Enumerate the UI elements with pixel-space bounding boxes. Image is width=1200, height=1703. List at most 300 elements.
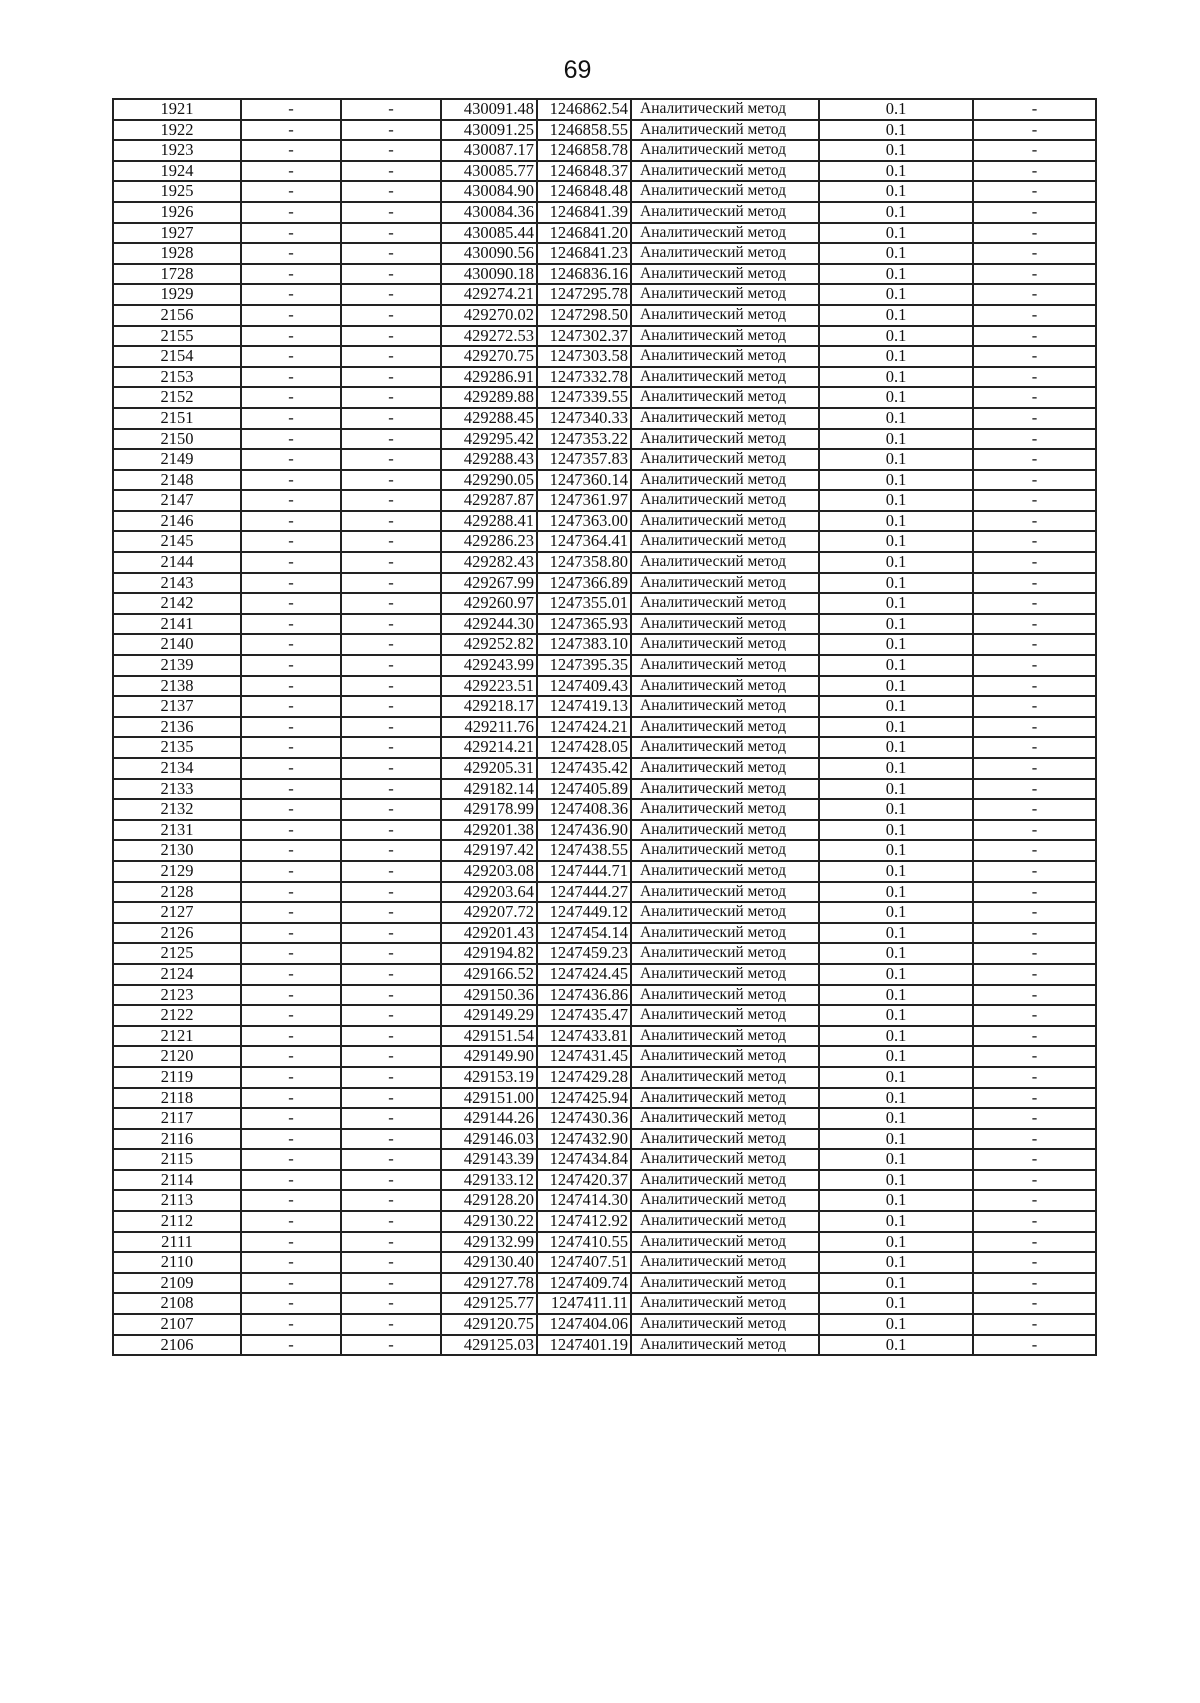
dash-cell: - xyxy=(241,1170,341,1191)
dash-cell: - xyxy=(241,1190,341,1211)
method-cell: Аналитический метод xyxy=(631,634,819,655)
point-number-cell: 2115 xyxy=(113,1149,241,1170)
dash-cell: - xyxy=(241,531,341,552)
x-coordinate-cell: 429130.40 xyxy=(441,1252,537,1273)
x-coordinate-cell: 429125.03 xyxy=(441,1335,537,1356)
dash-cell: - xyxy=(973,964,1096,985)
x-coordinate-cell: 429218.17 xyxy=(441,696,537,717)
precision-cell: 0.1 xyxy=(819,387,973,408)
dash-cell: - xyxy=(973,593,1096,614)
method-cell: Аналитический метод xyxy=(631,326,819,347)
x-coordinate-cell: 429125.77 xyxy=(441,1293,537,1314)
method-cell: Аналитический метод xyxy=(631,284,819,305)
point-number-cell: 2148 xyxy=(113,470,241,491)
dash-cell: - xyxy=(973,1190,1096,1211)
x-coordinate-cell: 429267.99 xyxy=(441,573,537,594)
method-cell: Аналитический метод xyxy=(631,470,819,491)
dash-cell: - xyxy=(241,326,341,347)
table-row xyxy=(113,882,1096,903)
method-cell: Аналитический метод xyxy=(631,120,819,141)
table-row xyxy=(113,552,1096,573)
table-row xyxy=(113,490,1096,511)
precision-cell: 0.1 xyxy=(819,1170,973,1191)
dash-cell: - xyxy=(241,1129,341,1150)
dash-cell: - xyxy=(973,902,1096,923)
table-row xyxy=(113,449,1096,470)
dash-cell: - xyxy=(341,799,441,820)
y-coordinate-cell: 1247395.35 xyxy=(537,655,631,676)
dash-cell: - xyxy=(241,140,341,161)
dash-cell: - xyxy=(341,1108,441,1129)
table-row xyxy=(113,243,1096,264)
table-row xyxy=(113,943,1096,964)
dash-cell: - xyxy=(241,120,341,141)
point-number-cell: 2152 xyxy=(113,387,241,408)
y-coordinate-cell: 1247444.71 xyxy=(537,861,631,882)
precision-cell: 0.1 xyxy=(819,614,973,635)
y-coordinate-cell: 1247419.13 xyxy=(537,696,631,717)
precision-cell: 0.1 xyxy=(819,490,973,511)
method-cell: Аналитический метод xyxy=(631,408,819,429)
point-number-cell: 2149 xyxy=(113,449,241,470)
dash-cell: - xyxy=(241,882,341,903)
dash-cell: - xyxy=(241,758,341,779)
coordinates-table xyxy=(112,98,1097,1356)
dash-cell: - xyxy=(973,1088,1096,1109)
x-coordinate-cell: 430091.48 xyxy=(441,99,537,120)
method-cell: Аналитический метод xyxy=(631,1005,819,1026)
x-coordinate-cell: 429197.42 xyxy=(441,840,537,861)
x-coordinate-cell: 429132.99 xyxy=(441,1232,537,1253)
point-number-cell: 2142 xyxy=(113,593,241,614)
method-cell: Аналитический метод xyxy=(631,573,819,594)
x-coordinate-cell: 429203.08 xyxy=(441,861,537,882)
method-cell: Аналитический метод xyxy=(631,511,819,532)
dash-cell: - xyxy=(241,305,341,326)
point-number-cell: 2146 xyxy=(113,511,241,532)
precision-cell: 0.1 xyxy=(819,882,973,903)
dash-cell: - xyxy=(341,284,441,305)
dash-cell: - xyxy=(241,1232,341,1253)
x-coordinate-cell: 429144.26 xyxy=(441,1108,537,1129)
dash-cell: - xyxy=(341,1335,441,1356)
dash-cell: - xyxy=(341,181,441,202)
dash-cell: - xyxy=(973,820,1096,841)
method-cell: Аналитический метод xyxy=(631,1314,819,1335)
precision-cell: 0.1 xyxy=(819,1273,973,1294)
point-number-cell: 2131 xyxy=(113,820,241,841)
precision-cell: 0.1 xyxy=(819,449,973,470)
dash-cell: - xyxy=(241,408,341,429)
precision-cell: 0.1 xyxy=(819,1129,973,1150)
precision-cell: 0.1 xyxy=(819,367,973,388)
precision-cell: 0.1 xyxy=(819,181,973,202)
x-coordinate-cell: 429203.64 xyxy=(441,882,537,903)
precision-cell: 0.1 xyxy=(819,1046,973,1067)
y-coordinate-cell: 1246858.55 xyxy=(537,120,631,141)
table-row xyxy=(113,1026,1096,1047)
precision-cell: 0.1 xyxy=(819,99,973,120)
table-row xyxy=(113,1129,1096,1150)
dash-cell: - xyxy=(341,1088,441,1109)
y-coordinate-cell: 1247401.19 xyxy=(537,1335,631,1356)
table-row xyxy=(113,326,1096,347)
method-cell: Аналитический метод xyxy=(631,1232,819,1253)
x-coordinate-cell: 429149.29 xyxy=(441,1005,537,1026)
method-cell: Аналитический метод xyxy=(631,140,819,161)
precision-cell: 0.1 xyxy=(819,1293,973,1314)
point-number-cell: 2129 xyxy=(113,861,241,882)
point-number-cell: 2117 xyxy=(113,1108,241,1129)
table-row xyxy=(113,223,1096,244)
precision-cell: 0.1 xyxy=(819,408,973,429)
method-cell: Аналитический метод xyxy=(631,99,819,120)
y-coordinate-cell: 1247411.11 xyxy=(537,1293,631,1314)
precision-cell: 0.1 xyxy=(819,161,973,182)
method-cell: Аналитический метод xyxy=(631,346,819,367)
table-row xyxy=(113,655,1096,676)
dash-cell: - xyxy=(973,429,1096,450)
dash-cell: - xyxy=(973,737,1096,758)
dash-cell: - xyxy=(341,429,441,450)
dash-cell: - xyxy=(241,943,341,964)
x-coordinate-cell: 429130.22 xyxy=(441,1211,537,1232)
y-coordinate-cell: 1246848.37 xyxy=(537,161,631,182)
x-coordinate-cell: 429151.54 xyxy=(441,1026,537,1047)
point-number-cell: 2121 xyxy=(113,1026,241,1047)
table-row xyxy=(113,1273,1096,1294)
dash-cell: - xyxy=(973,758,1096,779)
method-cell: Аналитический метод xyxy=(631,1026,819,1047)
y-coordinate-cell: 1246836.16 xyxy=(537,264,631,285)
method-cell: Аналитический метод xyxy=(631,1211,819,1232)
dash-cell: - xyxy=(341,985,441,1006)
precision-cell: 0.1 xyxy=(819,470,973,491)
dash-cell: - xyxy=(241,1314,341,1335)
dash-cell: - xyxy=(341,1190,441,1211)
y-coordinate-cell: 1247332.78 xyxy=(537,367,631,388)
dash-cell: - xyxy=(241,490,341,511)
point-number-cell: 1925 xyxy=(113,181,241,202)
method-cell: Аналитический метод xyxy=(631,1190,819,1211)
x-coordinate-cell: 429143.39 xyxy=(441,1149,537,1170)
dash-cell: - xyxy=(241,840,341,861)
dash-cell: - xyxy=(341,820,441,841)
dash-cell: - xyxy=(241,923,341,944)
point-number-cell: 2108 xyxy=(113,1293,241,1314)
dash-cell: - xyxy=(341,120,441,141)
method-cell: Аналитический метод xyxy=(631,1273,819,1294)
precision-cell: 0.1 xyxy=(819,1335,973,1356)
dash-cell: - xyxy=(241,1046,341,1067)
method-cell: Аналитический метод xyxy=(631,552,819,573)
point-number-cell: 2143 xyxy=(113,573,241,594)
table-row xyxy=(113,1170,1096,1191)
dash-cell: - xyxy=(241,1005,341,1026)
table-row xyxy=(113,614,1096,635)
method-cell: Аналитический метод xyxy=(631,387,819,408)
point-number-cell: 2119 xyxy=(113,1067,241,1088)
dash-cell: - xyxy=(973,634,1096,655)
dash-cell: - xyxy=(241,161,341,182)
point-number-cell: 1929 xyxy=(113,284,241,305)
dash-cell: - xyxy=(341,1129,441,1150)
precision-cell: 0.1 xyxy=(819,1314,973,1335)
table-row xyxy=(113,902,1096,923)
table-row xyxy=(113,593,1096,614)
method-cell: Аналитический метод xyxy=(631,161,819,182)
table-row xyxy=(113,799,1096,820)
method-cell: Аналитический метод xyxy=(631,1252,819,1273)
method-cell: Аналитический метод xyxy=(631,1108,819,1129)
precision-cell: 0.1 xyxy=(819,943,973,964)
dash-cell: - xyxy=(341,387,441,408)
dash-cell: - xyxy=(241,573,341,594)
table-row xyxy=(113,1108,1096,1129)
method-cell: Аналитический метод xyxy=(631,305,819,326)
dash-cell: - xyxy=(341,552,441,573)
table-row xyxy=(113,820,1096,841)
y-coordinate-cell: 1247436.90 xyxy=(537,820,631,841)
y-coordinate-cell: 1247412.92 xyxy=(537,1211,631,1232)
x-coordinate-cell: 429151.00 xyxy=(441,1088,537,1109)
dash-cell: - xyxy=(973,573,1096,594)
dash-cell: - xyxy=(341,202,441,223)
dash-cell: - xyxy=(341,1293,441,1314)
precision-cell: 0.1 xyxy=(819,264,973,285)
y-coordinate-cell: 1247383.10 xyxy=(537,634,631,655)
dash-cell: - xyxy=(241,902,341,923)
table-row xyxy=(113,1005,1096,1026)
x-coordinate-cell: 429150.36 xyxy=(441,985,537,1006)
dash-cell: - xyxy=(973,161,1096,182)
dash-cell: - xyxy=(341,573,441,594)
y-coordinate-cell: 1247414.30 xyxy=(537,1190,631,1211)
point-number-cell: 1926 xyxy=(113,202,241,223)
dash-cell: - xyxy=(241,737,341,758)
method-cell: Аналитический метод xyxy=(631,861,819,882)
method-cell: Аналитический метод xyxy=(631,181,819,202)
dash-cell: - xyxy=(241,181,341,202)
dash-cell: - xyxy=(973,1273,1096,1294)
method-cell: Аналитический метод xyxy=(631,696,819,717)
dash-cell: - xyxy=(241,1026,341,1047)
method-cell: Аналитический метод xyxy=(631,820,819,841)
point-number-cell: 2112 xyxy=(113,1211,241,1232)
dash-cell: - xyxy=(973,552,1096,573)
dash-cell: - xyxy=(341,943,441,964)
x-coordinate-cell: 429201.38 xyxy=(441,820,537,841)
table-row xyxy=(113,531,1096,552)
y-coordinate-cell: 1246862.54 xyxy=(537,99,631,120)
point-number-cell: 1928 xyxy=(113,243,241,264)
dash-cell: - xyxy=(341,305,441,326)
method-cell: Аналитический метод xyxy=(631,1046,819,1067)
point-number-cell: 1927 xyxy=(113,223,241,244)
x-coordinate-cell: 429243.99 xyxy=(441,655,537,676)
precision-cell: 0.1 xyxy=(819,655,973,676)
point-number-cell: 2127 xyxy=(113,902,241,923)
method-cell: Аналитический метод xyxy=(631,737,819,758)
method-cell: Аналитический метод xyxy=(631,429,819,450)
precision-cell: 0.1 xyxy=(819,1067,973,1088)
y-coordinate-cell: 1247425.94 xyxy=(537,1088,631,1109)
precision-cell: 0.1 xyxy=(819,799,973,820)
precision-cell: 0.1 xyxy=(819,223,973,244)
dash-cell: - xyxy=(241,1149,341,1170)
method-cell: Аналитический метод xyxy=(631,1335,819,1356)
dash-cell: - xyxy=(973,1211,1096,1232)
y-coordinate-cell: 1247365.93 xyxy=(537,614,631,635)
y-coordinate-cell: 1246848.48 xyxy=(537,181,631,202)
dash-cell: - xyxy=(341,717,441,738)
precision-cell: 0.1 xyxy=(819,346,973,367)
precision-cell: 0.1 xyxy=(819,1232,973,1253)
method-cell: Аналитический метод xyxy=(631,1170,819,1191)
table-row xyxy=(113,861,1096,882)
dash-cell: - xyxy=(241,243,341,264)
point-number-cell: 1922 xyxy=(113,120,241,141)
dash-cell: - xyxy=(973,305,1096,326)
dash-cell: - xyxy=(973,717,1096,738)
table-row xyxy=(113,387,1096,408)
dash-cell: - xyxy=(973,943,1096,964)
point-number-cell: 2126 xyxy=(113,923,241,944)
method-cell: Аналитический метод xyxy=(631,964,819,985)
dash-cell: - xyxy=(341,408,441,429)
x-coordinate-cell: 429201.43 xyxy=(441,923,537,944)
table-row xyxy=(113,573,1096,594)
table-body xyxy=(113,99,1096,1355)
dash-cell: - xyxy=(241,1252,341,1273)
table-row xyxy=(113,696,1096,717)
point-number-cell: 2133 xyxy=(113,779,241,800)
dash-cell: - xyxy=(341,161,441,182)
method-cell: Аналитический метод xyxy=(631,243,819,264)
dash-cell: - xyxy=(241,511,341,532)
x-coordinate-cell: 429290.05 xyxy=(441,470,537,491)
precision-cell: 0.1 xyxy=(819,985,973,1006)
dash-cell: - xyxy=(341,1005,441,1026)
dash-cell: - xyxy=(241,655,341,676)
dash-cell: - xyxy=(973,490,1096,511)
dash-cell: - xyxy=(973,284,1096,305)
dash-cell: - xyxy=(241,367,341,388)
precision-cell: 0.1 xyxy=(819,1108,973,1129)
x-coordinate-cell: 429178.99 xyxy=(441,799,537,820)
dash-cell: - xyxy=(241,264,341,285)
y-coordinate-cell: 1247432.90 xyxy=(537,1129,631,1150)
x-coordinate-cell: 429295.42 xyxy=(441,429,537,450)
point-number-cell: 2114 xyxy=(113,1170,241,1191)
point-number-cell: 2123 xyxy=(113,985,241,1006)
dash-cell: - xyxy=(973,696,1096,717)
method-cell: Аналитический метод xyxy=(631,490,819,511)
point-number-cell: 2118 xyxy=(113,1088,241,1109)
dash-cell: - xyxy=(241,1067,341,1088)
y-coordinate-cell: 1247298.50 xyxy=(537,305,631,326)
dash-cell: - xyxy=(241,1273,341,1294)
table-row xyxy=(113,511,1096,532)
y-coordinate-cell: 1247408.36 xyxy=(537,799,631,820)
precision-cell: 0.1 xyxy=(819,717,973,738)
method-cell: Аналитический метод xyxy=(631,758,819,779)
y-coordinate-cell: 1247435.47 xyxy=(537,1005,631,1026)
dash-cell: - xyxy=(973,882,1096,903)
y-coordinate-cell: 1247339.55 xyxy=(537,387,631,408)
precision-cell: 0.1 xyxy=(819,923,973,944)
point-number-cell: 2140 xyxy=(113,634,241,655)
x-coordinate-cell: 429133.12 xyxy=(441,1170,537,1191)
point-number-cell: 2130 xyxy=(113,840,241,861)
x-coordinate-cell: 429214.21 xyxy=(441,737,537,758)
point-number-cell: 2147 xyxy=(113,490,241,511)
y-coordinate-cell: 1247364.41 xyxy=(537,531,631,552)
dash-cell: - xyxy=(341,367,441,388)
dash-cell: - xyxy=(341,696,441,717)
method-cell: Аналитический метод xyxy=(631,614,819,635)
dash-cell: - xyxy=(241,1335,341,1356)
table-row xyxy=(113,985,1096,1006)
dash-cell: - xyxy=(241,99,341,120)
x-coordinate-cell: 429270.02 xyxy=(441,305,537,326)
y-coordinate-cell: 1247366.89 xyxy=(537,573,631,594)
precision-cell: 0.1 xyxy=(819,1005,973,1026)
point-number-cell: 2128 xyxy=(113,882,241,903)
table-row xyxy=(113,1314,1096,1335)
method-cell: Аналитический метод xyxy=(631,531,819,552)
dash-cell: - xyxy=(973,367,1096,388)
method-cell: Аналитический метод xyxy=(631,449,819,470)
x-coordinate-cell: 429286.23 xyxy=(441,531,537,552)
dash-cell: - xyxy=(241,861,341,882)
y-coordinate-cell: 1247363.00 xyxy=(537,511,631,532)
method-cell: Аналитический метод xyxy=(631,676,819,697)
y-coordinate-cell: 1246841.39 xyxy=(537,202,631,223)
y-coordinate-cell: 1247435.42 xyxy=(537,758,631,779)
precision-cell: 0.1 xyxy=(819,593,973,614)
x-coordinate-cell: 429153.19 xyxy=(441,1067,537,1088)
dash-cell: - xyxy=(973,140,1096,161)
dash-cell: - xyxy=(973,1252,1096,1273)
dash-cell: - xyxy=(241,202,341,223)
dash-cell: - xyxy=(341,99,441,120)
method-cell: Аналитический метод xyxy=(631,923,819,944)
dash-cell: - xyxy=(341,1314,441,1335)
point-number-cell: 2132 xyxy=(113,799,241,820)
table-row xyxy=(113,1232,1096,1253)
x-coordinate-cell: 430090.18 xyxy=(441,264,537,285)
method-cell: Аналитический метод xyxy=(631,1088,819,1109)
dash-cell: - xyxy=(341,223,441,244)
point-number-cell: 2107 xyxy=(113,1314,241,1335)
table-row xyxy=(113,99,1096,120)
method-cell: Аналитический метод xyxy=(631,799,819,820)
table-row xyxy=(113,1067,1096,1088)
precision-cell: 0.1 xyxy=(819,1088,973,1109)
x-coordinate-cell: 429182.14 xyxy=(441,779,537,800)
table-row xyxy=(113,758,1096,779)
table-row xyxy=(113,120,1096,141)
x-coordinate-cell: 429128.20 xyxy=(441,1190,537,1211)
method-cell: Аналитический метод xyxy=(631,717,819,738)
dash-cell: - xyxy=(973,1067,1096,1088)
point-number-cell: 2151 xyxy=(113,408,241,429)
point-number-cell: 2144 xyxy=(113,552,241,573)
x-coordinate-cell: 429244.30 xyxy=(441,614,537,635)
table-row xyxy=(113,305,1096,326)
dash-cell: - xyxy=(341,840,441,861)
